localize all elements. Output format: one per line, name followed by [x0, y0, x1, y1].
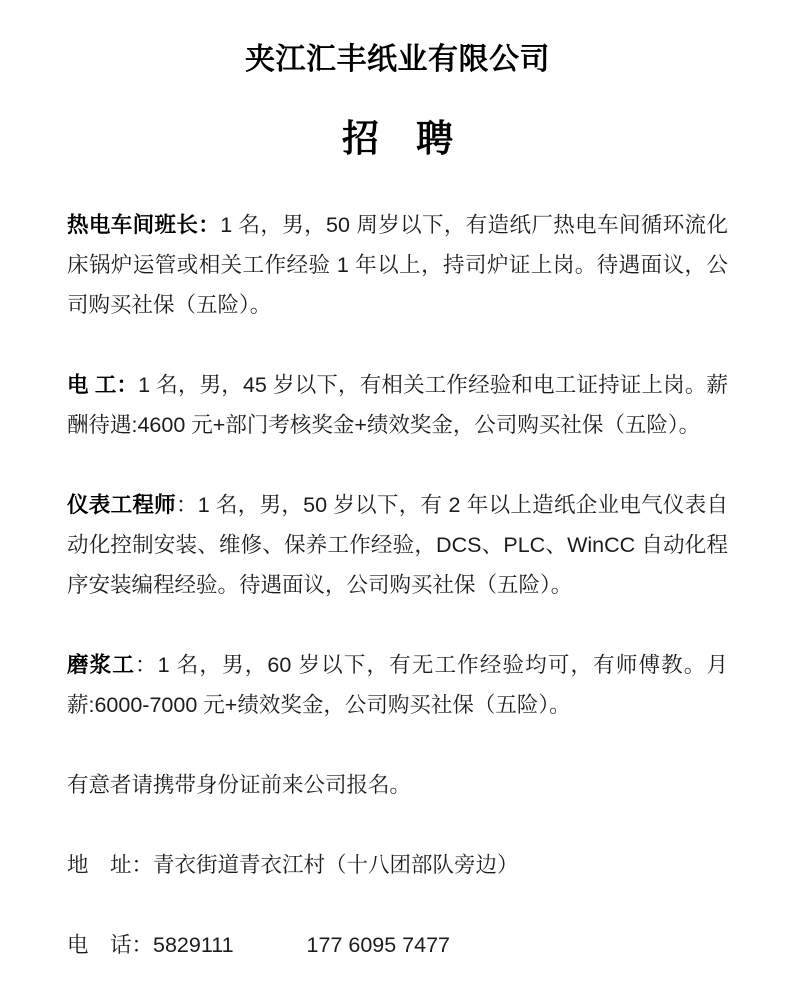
job-title: 电 工： — [67, 373, 139, 397]
job-description: ：1 名，男，60 岁以下，有无工作经验均可，有师傅教。月薪:6000-7000 元+绩效奖金，公司购买社保（五险）。 — [67, 653, 728, 717]
job-paragraph-instrument-engineer — [67, 485, 728, 605]
address-label: 地 址： — [67, 853, 154, 877]
job-title: 仪表工程师 — [67, 493, 176, 517]
phone-label: 电 话： — [67, 933, 154, 957]
application-note: 有意者请携带身份证前来公司报名。 — [67, 773, 412, 797]
job-paragraph-pulp-grinder — [67, 645, 728, 725]
notice-title: 招 聘 — [342, 118, 453, 159]
phone-number-2: 177 6095 7477 — [306, 933, 451, 957]
phone-line — [67, 925, 728, 965]
job-description: 1 名，男，45 岁以下，有相关工作经验和电工证持证上岗。薪酬待遇:4600 元+部门考核奖金+绩效奖金，公司购买社保（五险）。 — [67, 373, 728, 437]
job-title: 热电车间班长： — [67, 213, 221, 237]
address-value: 青衣街道青衣江村（十八团部队旁边） — [153, 853, 519, 877]
company-name: 夹江汇丰纸业有限公司 — [245, 43, 550, 76]
address-line — [67, 845, 728, 885]
job-title: 磨浆工 — [67, 653, 135, 677]
job-description: ：1 名，男，50 岁以下，有 2 年以上造纸企业电气仪表自动化控制安装、维修、保养工作经验，DCS、PLC、WinCC 自动化程序安装编程经验。待遇面议，公司购买社保（五险）。 — [67, 493, 728, 597]
job-description: 1 名，男，50 周岁以下，有造纸厂热电车间循环流化床锅炉运管或相关工作经验 1 年以上，持司炉证上岗。待遇面议，公司购买社保（五险）。 — [67, 213, 728, 317]
phone-number-1: 5829111 — [153, 933, 234, 957]
job-paragraph-thermal-foreman — [67, 205, 728, 325]
job-paragraph-electrician — [67, 365, 728, 445]
